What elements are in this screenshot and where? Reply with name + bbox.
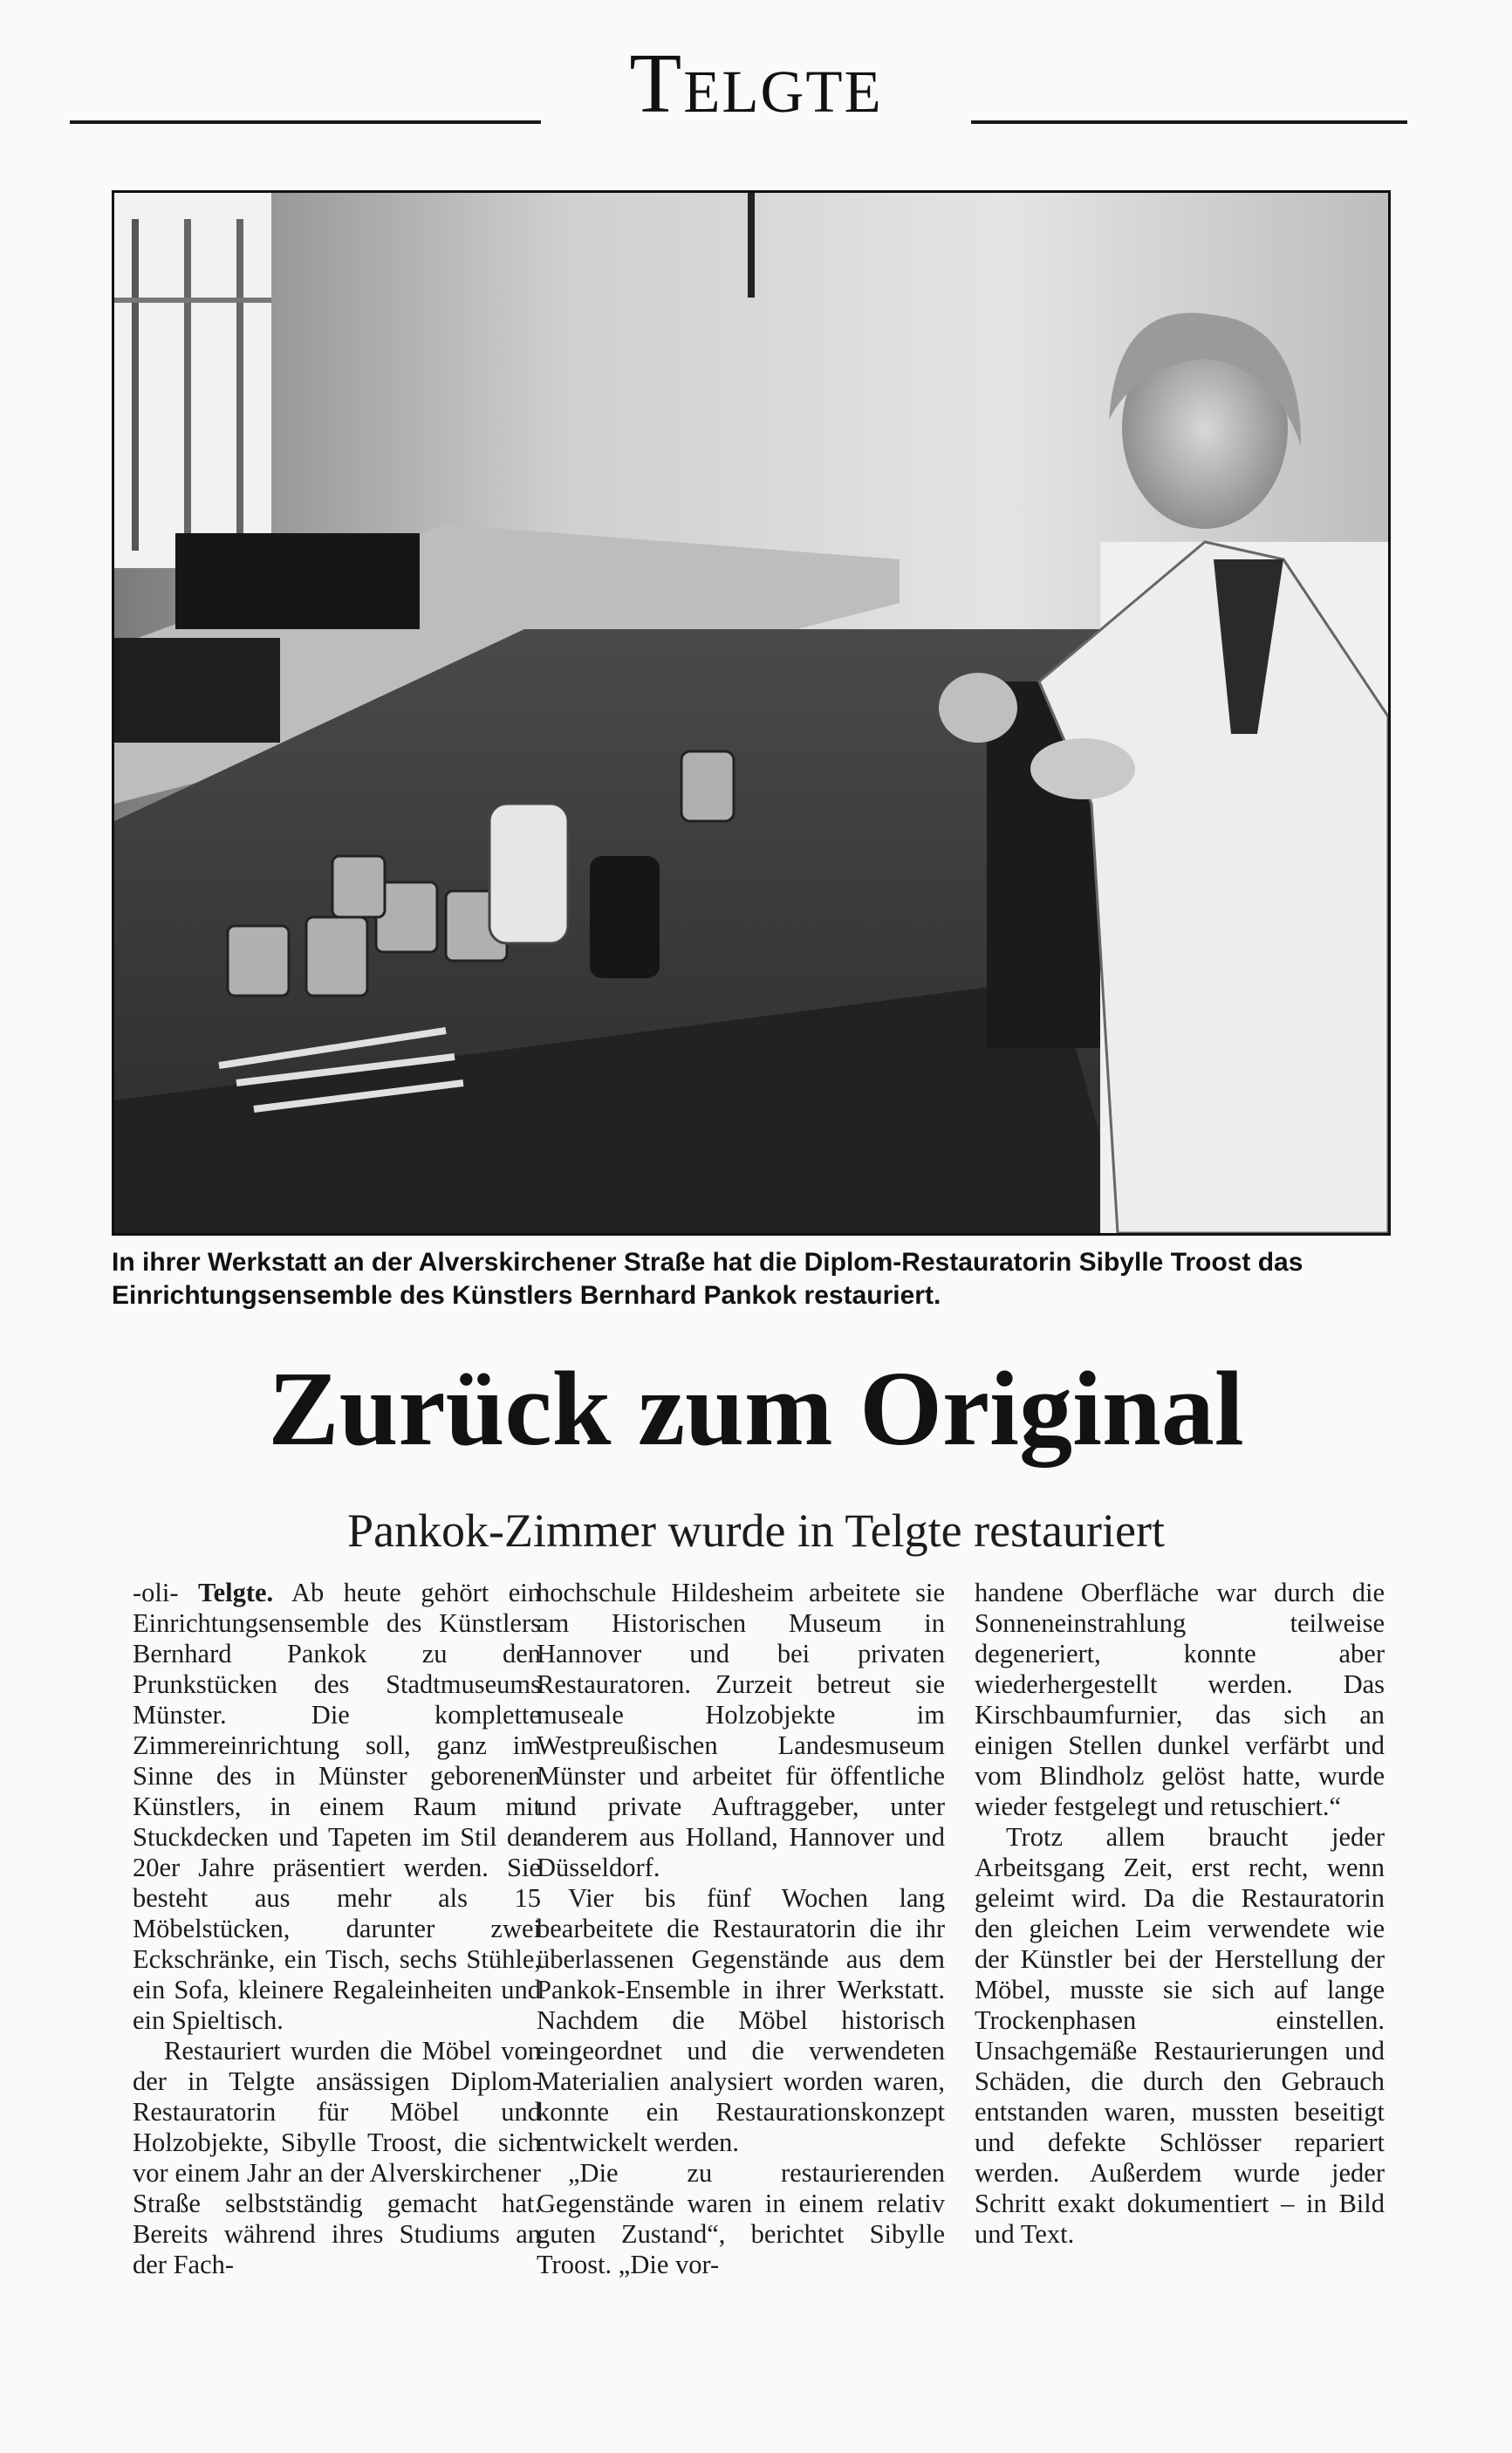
workshop-photo-illustration [114,193,1388,1233]
paragraph: hochschule Hildesheim arbeitete sie am Historischen Museum in Hannover und bei privaten Restauratoren. Zurzeit betreut sie museale Holzobjekte im Westpreußischen Landesmuseum Münster und arbeitet für öffentliche und private Auftraggeber, unter anderem aus Holland, Hannover und Düsseldorf. [537,1578,945,1882]
article-subheadline: Pankok-Zimmer wurde in Telgte restauriert [347,1504,1165,1557]
byline: -oli- [133,1578,179,1607]
article-headline: Zurück zum Original [268,1350,1244,1468]
photo-caption: In ihrer Werkstatt an der Alverskirchener Straße hat die Diplom-Restauratorin Sibylle Troost das Einrichtungsensemble des Künstlers Bernhard Pankok restauriert. [112,1248,1303,1310]
dateline: Telgte. [198,1578,274,1607]
lead-text: Ab heute gehört ein Einrichtungsensemble des Künstlers Bernhard Pankok zu den Prunkstücken des Stadtmuseums Münster. Die komplette Zimmereinrichtung soll, ganz im Sinne des in Münster geborenen Künstlers, in einem Raum mit Stuckdecken und Tapeten im Stil der 20er Jahre präsentiert werden. Sie besteht aus mehr als 15 Möbelstücken, darunter zwei Eckschränke, ein Tisch, sechs Stühle, ein Sofa, kleinere Regaleinheiten und ein Spieltisch. [133,1578,541,2035]
article-column-1 [133,1578,541,2280]
lead-paragraph [133,1578,541,2036]
paragraph: Vier bis fünf Wochen lang bearbeitete die Restauratorin die ihr überlassenen Gegenstände aus dem Pankok-Ensemble in ihrer Werkstatt. Nachdem die Möbel historisch eingeordnet und die verwendeten Materialien analysiert worden waren, konnte ein Restaurationskonzept entwickelt werden. [537,1883,945,2157]
section-title: Telgte [629,37,883,131]
article-column-3 [975,1578,1385,2250]
paragraph: Trotz allem braucht jeder Arbeitsgang Zeit, erst recht, wenn geleimt wird. Da die Restauratorin den gleichen Leim verwendete wie der Künstler bei der Herstellung der Möbel, musste sie sich auf lange Trockenphasen einstellen. Unsachgemäße Restaurierungen und Schäden, die durch den Gebrauch entstanden waren, mussten beseitigt und defekte Schlösser repariert werden. Außerdem wurde jeder Schritt exakt dokumentiert – in Bild und Text. [975,1822,1385,2249]
paragraph: „Die zu restaurierenden Gegenstände waren in einem relativ guten Zustand“, berichtet Sibylle Troost. „Die vor- [537,2158,945,2279]
paragraph: Restauriert wurden die Möbel von der in Telgte ansässigen Diplom-Restauratorin für Möbel und Holzobjekte, Sibylle Troost, die sich vor einem Jahr an der Alverskirchener Straße selbstständig gemacht hat. Bereits während ihres Studiums an der Fach- [133,2036,541,2279]
article-column-2 [537,1578,945,2280]
article-photo [112,190,1391,1236]
paragraph: handene Oberfläche war durch die Sonneneinstrahlung teilweise degeneriert, konnte aber wiederhergestellt werden. Das Kirschbaumfurnier, das sich an einigen Stellen dunkel verfärbt und vom Blindholz gelöst hatte, wurde wieder festgelegt und retuschiert.“ [975,1578,1385,1821]
